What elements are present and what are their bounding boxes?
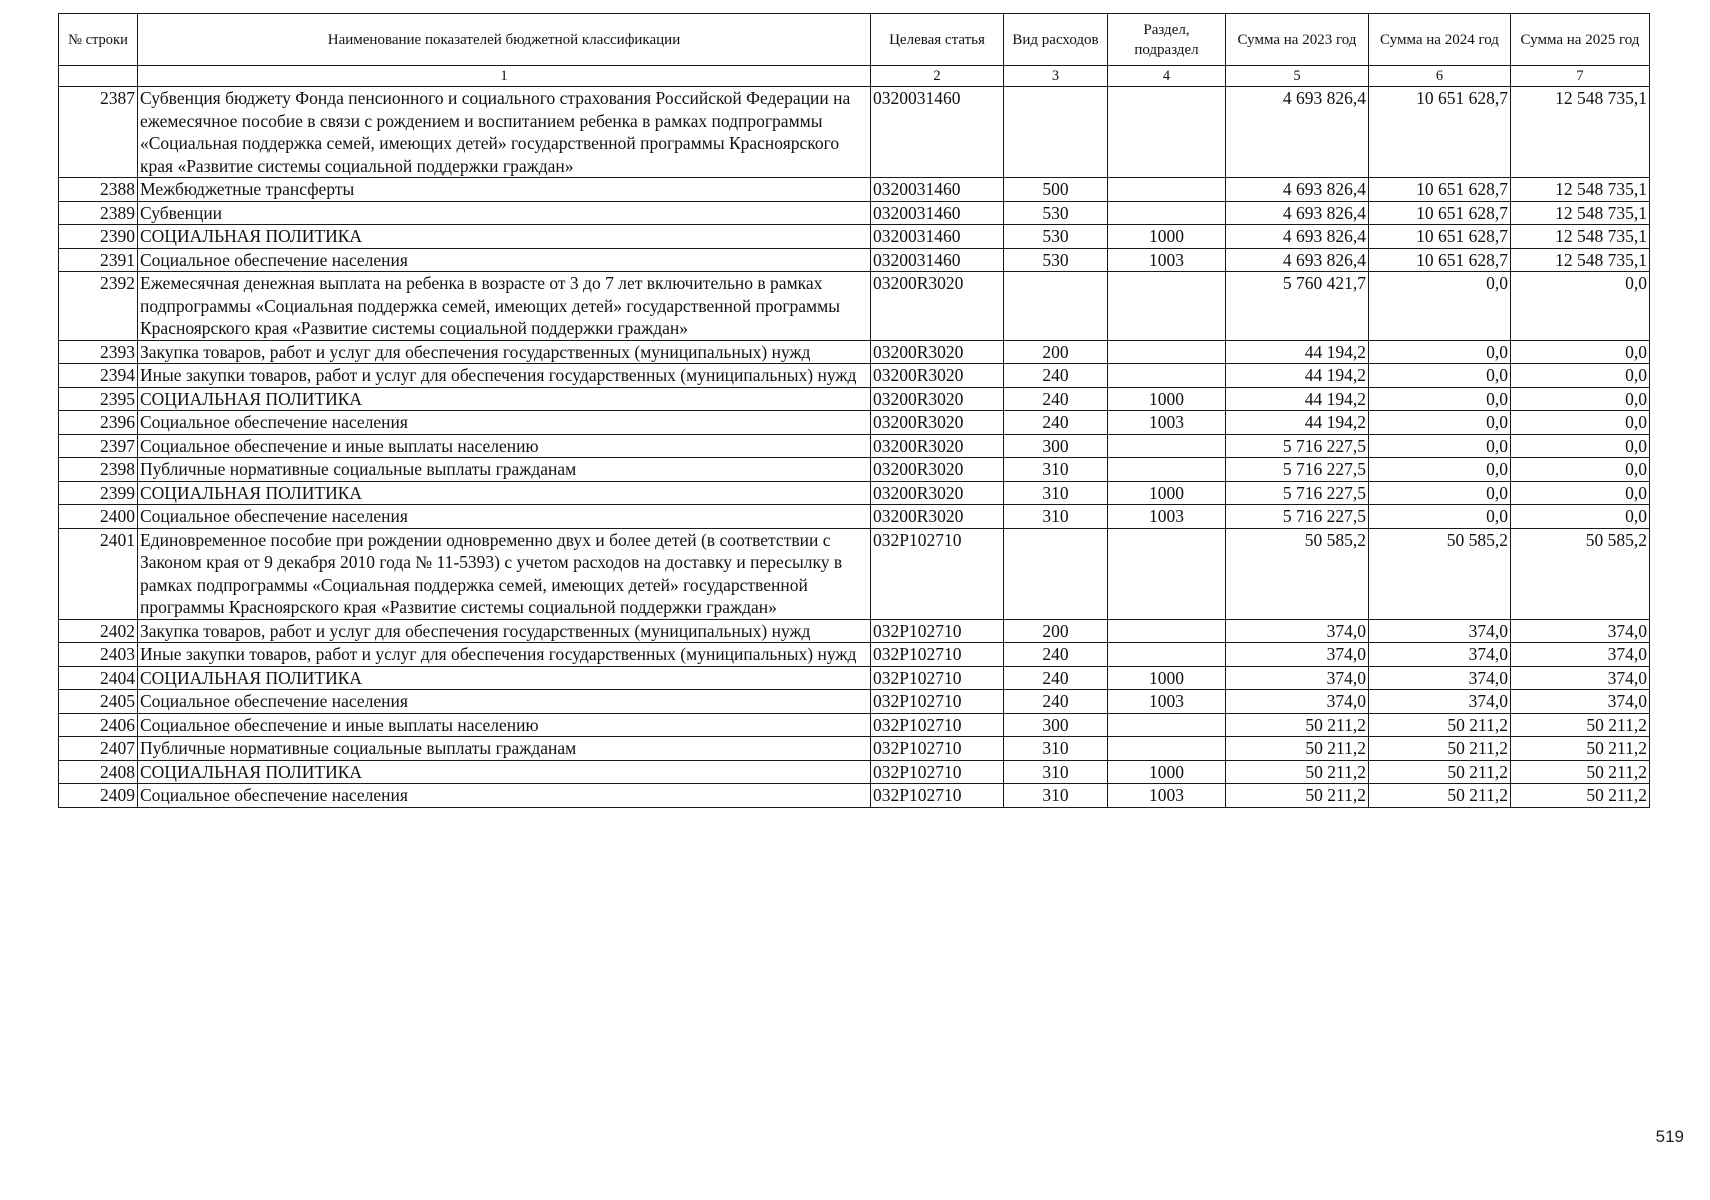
target-article: 0320031460 [871, 248, 1004, 272]
target-article: 0320031460 [871, 225, 1004, 249]
sum-2025: 0,0 [1511, 505, 1650, 529]
table-row [59, 178, 1650, 202]
sum-2023: 50 211,2 [1226, 713, 1369, 737]
expense-type: 200 [1004, 340, 1108, 364]
row-number: 2388 [59, 178, 138, 202]
row-number: 2399 [59, 481, 138, 505]
row-number: 2407 [59, 737, 138, 761]
table-row [59, 272, 1650, 341]
section-code: 1000 [1108, 387, 1226, 411]
column-number: 1 [138, 66, 871, 87]
section-code: 1000 [1108, 666, 1226, 690]
sum-2024: 50 211,2 [1369, 784, 1511, 808]
target-article: 03200R3020 [871, 434, 1004, 458]
sum-2024: 374,0 [1369, 666, 1511, 690]
sum-2023: 44 194,2 [1226, 364, 1369, 388]
expense-type [1004, 272, 1108, 341]
sum-2023: 374,0 [1226, 666, 1369, 690]
header-target-article: Целевая статья [871, 14, 1004, 66]
section-code: 1003 [1108, 505, 1226, 529]
sum-2024: 50 211,2 [1369, 737, 1511, 761]
page-number: 519 [1655, 1127, 1684, 1146]
target-article: 032P102710 [871, 737, 1004, 761]
sum-2023: 374,0 [1226, 643, 1369, 667]
column-number: 5 [1226, 66, 1369, 87]
indicator-name: СОЦИАЛЬНАЯ ПОЛИТИКА [138, 666, 871, 690]
budget-table [58, 13, 1650, 808]
sum-2024: 374,0 [1369, 619, 1511, 643]
sum-2023: 374,0 [1226, 690, 1369, 714]
header-section: Раздел, подраздел [1108, 14, 1226, 66]
expense-type: 200 [1004, 619, 1108, 643]
target-article: 03200R3020 [871, 411, 1004, 435]
sum-2023: 4 693 826,4 [1226, 225, 1369, 249]
indicator-name: Социальное обеспечение и иные выплаты населению [138, 434, 871, 458]
sum-2024: 374,0 [1369, 643, 1511, 667]
sum-2023: 4 693 826,4 [1226, 87, 1369, 178]
table-row [59, 690, 1650, 714]
sum-2025: 374,0 [1511, 643, 1650, 667]
target-article: 03200R3020 [871, 505, 1004, 529]
header-sum-2024: Сумма на 2024 год [1369, 14, 1511, 66]
indicator-name: Публичные нормативные социальные выплаты гражданам [138, 737, 871, 761]
indicator-name: СОЦИАЛЬНАЯ ПОЛИТИКА [138, 225, 871, 249]
target-article: 032P102710 [871, 760, 1004, 784]
sum-2023: 5 716 227,5 [1226, 481, 1369, 505]
sum-2023: 5 716 227,5 [1226, 505, 1369, 529]
sum-2025: 50 211,2 [1511, 784, 1650, 808]
sum-2024: 0,0 [1369, 481, 1511, 505]
indicator-name: Социальное обеспечение населения [138, 784, 871, 808]
expense-type: 240 [1004, 387, 1108, 411]
row-number: 2408 [59, 760, 138, 784]
section-code [1108, 528, 1226, 619]
section-code [1108, 619, 1226, 643]
table-row [59, 619, 1650, 643]
table-header [59, 14, 1650, 87]
sum-2023: 4 693 826,4 [1226, 248, 1369, 272]
sum-2024: 50 211,2 [1369, 760, 1511, 784]
sum-2024: 0,0 [1369, 364, 1511, 388]
sum-2025: 50 585,2 [1511, 528, 1650, 619]
sum-2024: 374,0 [1369, 690, 1511, 714]
target-article: 03200R3020 [871, 481, 1004, 505]
column-number-row [59, 66, 1650, 87]
sum-2025: 50 211,2 [1511, 760, 1650, 784]
expense-type: 530 [1004, 248, 1108, 272]
sum-2025: 12 548 735,1 [1511, 248, 1650, 272]
target-article: 032P102710 [871, 666, 1004, 690]
expense-type: 240 [1004, 643, 1108, 667]
section-code: 1003 [1108, 248, 1226, 272]
table-body [59, 87, 1650, 808]
sum-2025: 374,0 [1511, 690, 1650, 714]
row-number: 2400 [59, 505, 138, 529]
indicator-name: Иные закупки товаров, работ и услуг для обеспечения государственных (муниципальных) нужд [138, 364, 871, 388]
sum-2025: 12 548 735,1 [1511, 178, 1650, 202]
target-article: 03200R3020 [871, 272, 1004, 341]
sum-2025: 50 211,2 [1511, 713, 1650, 737]
indicator-name: СОЦИАЛЬНАЯ ПОЛИТИКА [138, 760, 871, 784]
table-row [59, 528, 1650, 619]
header-sum-2023: Сумма на 2023 год [1226, 14, 1369, 66]
table-row [59, 87, 1650, 178]
table-row [59, 666, 1650, 690]
row-number: 2395 [59, 387, 138, 411]
section-code: 1000 [1108, 760, 1226, 784]
sum-2024: 0,0 [1369, 411, 1511, 435]
column-number: 4 [1108, 66, 1226, 87]
indicator-name: Субвенции [138, 201, 871, 225]
section-code [1108, 201, 1226, 225]
header-row [59, 14, 1650, 66]
sum-2025: 12 548 735,1 [1511, 225, 1650, 249]
table-row [59, 643, 1650, 667]
expense-type: 240 [1004, 666, 1108, 690]
row-number: 2396 [59, 411, 138, 435]
sum-2024: 50 211,2 [1369, 713, 1511, 737]
sum-2025: 0,0 [1511, 411, 1650, 435]
sum-2023: 44 194,2 [1226, 411, 1369, 435]
indicator-name: Социальное обеспечение населения [138, 248, 871, 272]
section-code: 1003 [1108, 411, 1226, 435]
header-row-number: № строки [59, 14, 138, 66]
sum-2023: 50 211,2 [1226, 784, 1369, 808]
table-row [59, 505, 1650, 529]
table-row [59, 364, 1650, 388]
sum-2024: 10 651 628,7 [1369, 248, 1511, 272]
sum-2023: 4 693 826,4 [1226, 178, 1369, 202]
indicator-name: Социальное обеспечение и иные выплаты населению [138, 713, 871, 737]
sum-2024: 10 651 628,7 [1369, 225, 1511, 249]
sum-2024: 0,0 [1369, 340, 1511, 364]
row-number: 2406 [59, 713, 138, 737]
section-code [1108, 713, 1226, 737]
expense-type: 530 [1004, 225, 1108, 249]
target-article: 03200R3020 [871, 364, 1004, 388]
row-number: 2390 [59, 225, 138, 249]
indicator-name: Закупка товаров, работ и услуг для обеспечения государственных (муниципальных) нужд [138, 619, 871, 643]
indicator-name: Социальное обеспечение населения [138, 505, 871, 529]
section-code: 1003 [1108, 784, 1226, 808]
sum-2023: 44 194,2 [1226, 387, 1369, 411]
sum-2024: 50 585,2 [1369, 528, 1511, 619]
table-row [59, 737, 1650, 761]
row-number: 2387 [59, 87, 138, 178]
column-number: 3 [1004, 66, 1108, 87]
target-article: 03200R3020 [871, 340, 1004, 364]
sum-2025: 0,0 [1511, 340, 1650, 364]
row-number: 2389 [59, 201, 138, 225]
target-article: 032P102710 [871, 643, 1004, 667]
indicator-name: Социальное обеспечение населения [138, 411, 871, 435]
expense-type [1004, 87, 1108, 178]
sum-2025: 0,0 [1511, 272, 1650, 341]
target-article: 03200R3020 [871, 458, 1004, 482]
column-number: 2 [871, 66, 1004, 87]
target-article: 032P102710 [871, 784, 1004, 808]
sum-2023: 5 760 421,7 [1226, 272, 1369, 341]
sum-2023: 50 211,2 [1226, 737, 1369, 761]
row-number: 2391 [59, 248, 138, 272]
section-code [1108, 340, 1226, 364]
expense-type: 500 [1004, 178, 1108, 202]
table-row [59, 434, 1650, 458]
section-code [1108, 643, 1226, 667]
column-number: 6 [1369, 66, 1511, 87]
table-row [59, 784, 1650, 808]
indicator-name: Ежемесячная денежная выплата на ребенка в возрасте от 3 до 7 лет включительно в рамках подпрограммы «Социальная поддержка семей, имеющих детей» государственной программы Красноярского края «Развитие системы социальной поддержки граждан» [138, 272, 871, 341]
section-code [1108, 434, 1226, 458]
row-number: 2392 [59, 272, 138, 341]
section-code [1108, 272, 1226, 341]
table-row [59, 201, 1650, 225]
indicator-name: Закупка товаров, работ и услуг для обеспечения государственных (муниципальных) нужд [138, 340, 871, 364]
row-number: 2394 [59, 364, 138, 388]
sum-2025: 0,0 [1511, 434, 1650, 458]
sum-2023: 50 585,2 [1226, 528, 1369, 619]
sum-2024: 0,0 [1369, 505, 1511, 529]
section-code: 1003 [1108, 690, 1226, 714]
expense-type: 310 [1004, 505, 1108, 529]
section-code [1108, 364, 1226, 388]
target-article: 032P102710 [871, 528, 1004, 619]
row-number: 2397 [59, 434, 138, 458]
header-expense-type: Вид расходов [1004, 14, 1108, 66]
expense-type: 310 [1004, 760, 1108, 784]
table-row [59, 248, 1650, 272]
target-article: 03200R3020 [871, 387, 1004, 411]
table-row [59, 340, 1650, 364]
sum-2025: 50 211,2 [1511, 737, 1650, 761]
table-row [59, 458, 1650, 482]
indicator-name: Межбюджетные трансферты [138, 178, 871, 202]
expense-type: 300 [1004, 713, 1108, 737]
sum-2023: 5 716 227,5 [1226, 458, 1369, 482]
sum-2025: 0,0 [1511, 387, 1650, 411]
section-code: 1000 [1108, 481, 1226, 505]
table-row [59, 713, 1650, 737]
sum-2024: 0,0 [1369, 272, 1511, 341]
expense-type: 240 [1004, 690, 1108, 714]
table-row [59, 225, 1650, 249]
target-article: 0320031460 [871, 87, 1004, 178]
row-number: 2405 [59, 690, 138, 714]
sum-2025: 0,0 [1511, 481, 1650, 505]
indicator-name: Социальное обеспечение населения [138, 690, 871, 714]
expense-type: 310 [1004, 737, 1108, 761]
row-number: 2393 [59, 340, 138, 364]
sum-2025: 374,0 [1511, 619, 1650, 643]
indicator-name: Иные закупки товаров, работ и услуг для обеспечения государственных (муниципальных) нужд [138, 643, 871, 667]
sum-2025: 12 548 735,1 [1511, 201, 1650, 225]
indicator-name: Публичные нормативные социальные выплаты гражданам [138, 458, 871, 482]
section-code [1108, 87, 1226, 178]
expense-type [1004, 528, 1108, 619]
sum-2024: 10 651 628,7 [1369, 178, 1511, 202]
expense-type: 530 [1004, 201, 1108, 225]
sum-2024: 10 651 628,7 [1369, 87, 1511, 178]
indicator-name: СОЦИАЛЬНАЯ ПОЛИТИКА [138, 481, 871, 505]
row-number: 2409 [59, 784, 138, 808]
sum-2023: 374,0 [1226, 619, 1369, 643]
target-article: 0320031460 [871, 201, 1004, 225]
expense-type: 310 [1004, 784, 1108, 808]
sum-2024: 0,0 [1369, 458, 1511, 482]
sum-2023: 5 716 227,5 [1226, 434, 1369, 458]
expense-type: 310 [1004, 481, 1108, 505]
section-code [1108, 737, 1226, 761]
target-article: 0320031460 [871, 178, 1004, 202]
header-name: Наименование показателей бюджетной классификации [138, 14, 871, 66]
target-article: 032P102710 [871, 619, 1004, 643]
column-number-blank [59, 66, 138, 87]
row-number: 2401 [59, 528, 138, 619]
row-number: 2402 [59, 619, 138, 643]
table-row [59, 760, 1650, 784]
table-row [59, 411, 1650, 435]
expense-type: 240 [1004, 364, 1108, 388]
sum-2024: 0,0 [1369, 387, 1511, 411]
row-number: 2404 [59, 666, 138, 690]
indicator-name: Единовременное пособие при рождении одновременно двух и более детей (в соответствии с Законом края от 9 декабря 2010 года № 11-5393) с учетом расходов на доставку и пересылку в рамках подпрограммы «Социальная поддержка семей, имеющих детей» государственной программы Красноярского края «Развитие системы социальной поддержки граждан» [138, 528, 871, 619]
target-article: 032P102710 [871, 690, 1004, 714]
target-article: 032P102710 [871, 713, 1004, 737]
sum-2025: 0,0 [1511, 458, 1650, 482]
expense-type: 300 [1004, 434, 1108, 458]
sum-2024: 0,0 [1369, 434, 1511, 458]
indicator-name: Субвенция бюджету Фонда пенсионного и социального страхования Российской Федерации на ежемесячное пособие в связи с рождением и воспитанием ребенка в рамках подпрограммы «Социальная поддержка семей, имеющих детей» государственной программы Красноярского края «Развитие системы социальной поддержки граждан» [138, 87, 871, 178]
sum-2025: 12 548 735,1 [1511, 87, 1650, 178]
sum-2025: 374,0 [1511, 666, 1650, 690]
sum-2023: 44 194,2 [1226, 340, 1369, 364]
column-number: 7 [1511, 66, 1650, 87]
sum-2023: 4 693 826,4 [1226, 201, 1369, 225]
header-sum-2025: Сумма на 2025 год [1511, 14, 1650, 66]
expense-type: 310 [1004, 458, 1108, 482]
row-number: 2398 [59, 458, 138, 482]
sum-2024: 10 651 628,7 [1369, 201, 1511, 225]
indicator-name: СОЦИАЛЬНАЯ ПОЛИТИКА [138, 387, 871, 411]
table-row [59, 481, 1650, 505]
sum-2025: 0,0 [1511, 364, 1650, 388]
expense-type: 240 [1004, 411, 1108, 435]
section-code [1108, 458, 1226, 482]
section-code [1108, 178, 1226, 202]
table-row [59, 387, 1650, 411]
row-number: 2403 [59, 643, 138, 667]
sum-2023: 50 211,2 [1226, 760, 1369, 784]
section-code: 1000 [1108, 225, 1226, 249]
